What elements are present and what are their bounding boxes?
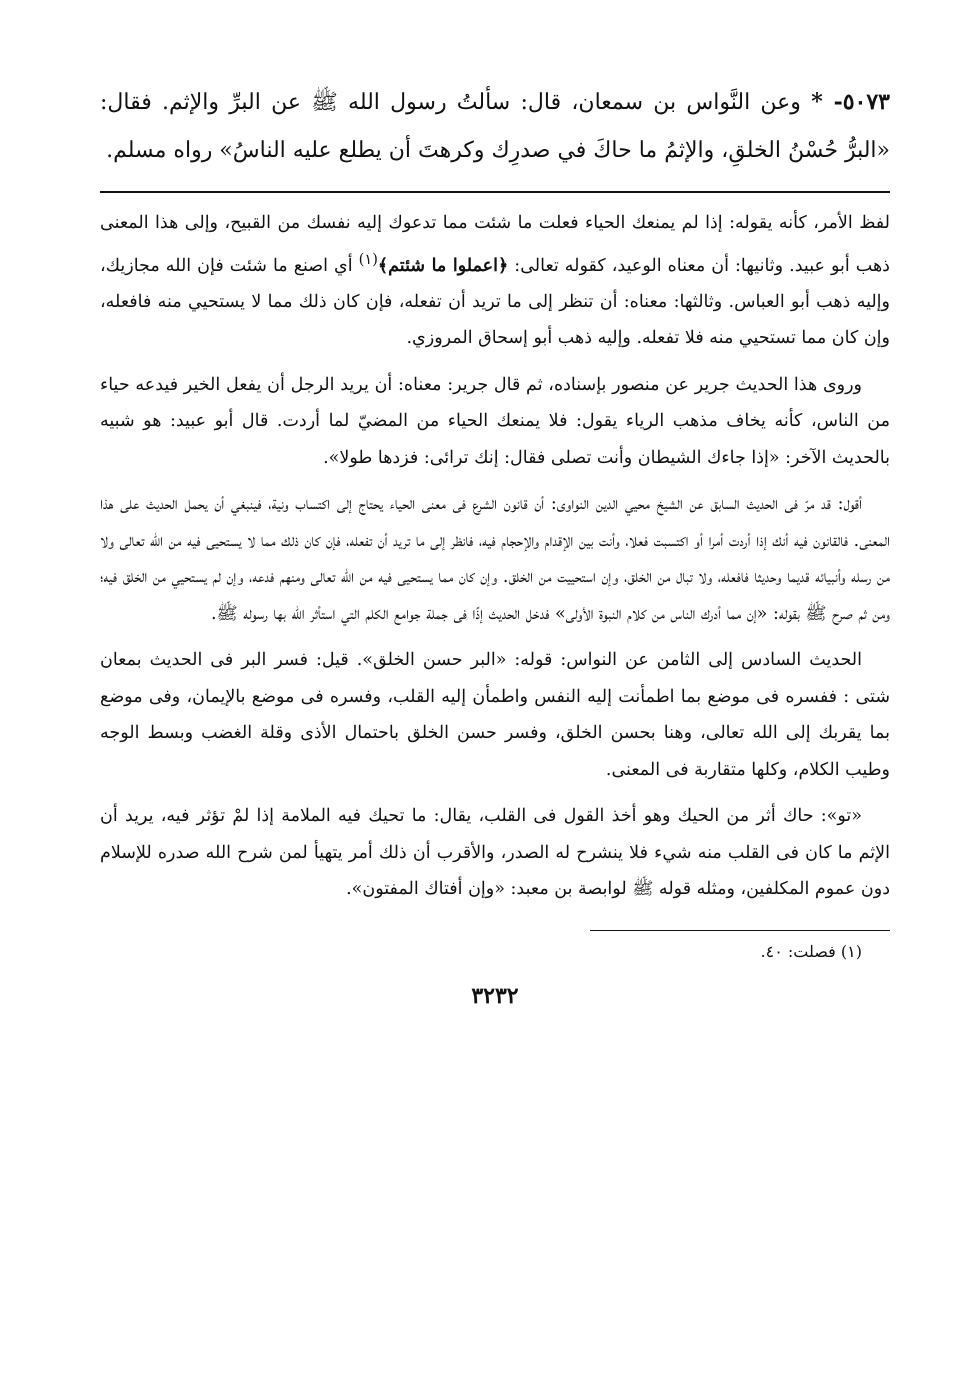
hadith-body: وعن النَّواس بن سمعان، قال: سألتُ رسول الله ﷺ عن البرِّ والإثم. فقال: «البرُّ حُسْنُ الخلقِ، والإثمُ ما حاكَ في صدرِك وكرهتَ أن يطلع عليه الناسُ» رواه مسلم. xyxy=(100,90,890,163)
main-divider xyxy=(100,191,890,193)
commentary-paragraph-4: الحديث السادس إلى الثامن عن النواس: قوله: «البر حسن الخلق». قيل: فسر البر فى الحديث بمعان شتى : ففسره فى موضع بما اطمأنت إليه النفس واطمأن إليه القلب، وفسره فى موضع بالإيمان، وفى موضع بما يقربك إلى الله تعالى، وهنا بحسن الخلق، وفسر حسن الخلق باحتمال الأذى وقلة الغضب وبسط الوجه وطيب الكلام، وكلها متقاربة فى المعنى. xyxy=(100,650,890,780)
footnote: (١) فصلت: ٤٠. xyxy=(760,941,862,961)
commentary-paragraph-3: أقول: قد مرّ فى الحديث السابق عن الشيخ محيي الدين النواوى: أن قانون الشرع فى معنى الحياء يحتاج إلى اكتساب ونية، فينبغي أن يحمل الحديث على هذا المعنى. فالقانون فيه أنك إذا أردت أمرا أو اكتسبت فعلا، وأنت بين الإقدام والإحجام فيه، فانظر إلى ما تريد أن تفعله، فإن كان ذلك مما لا يستحيى فيه من الله تعالى ولا من رسله وأنبيائه قديما وحديثا فافعله، ولا تبال من الخلق، وإن استحييت من الخلق. وإن كان مما يستحيى فيه من الله تعالى ومنهم فدعه، وإن لم يستحيي من الخلق فيه؛ ومن ثم صرح ﷺ بقوله: «إن مما أدرك الناس من كلام النبوة الأولى» فدخل الحديث إذًا فى جملة جوامع الكلم التي استأثر الله بها رسوله ﷺ. xyxy=(100,494,890,624)
commentary-paragraph-5: «تو»: حاك أثر من الحيك وهو أخذ القول فى القلب، يقال: ما تحيك فيه الملامة إذا لمْ تؤثر فيه، يريد أن الإثم ما كان فى القلب منه شيء فلا ينشرح له الصدر، والأقرب أن ذلك أمر يتهيأ لمن شرح الله صدره للإسلام دون عموم المكلفين، ومثله قوله ﷺ لوابصة بن معبد: «وإن أفتاك المفتون». xyxy=(100,806,890,900)
commentary-paragraph-2: وروى هذا الحديث جرير عن منصور بإسناده، ثم قال جرير: معناه: أن يريد الرجل أن يفعل الخير فيدعه حياء من الناس، كأنه يخاف مذهب الرياء يقول: فلا يمنعك الحياء من المضيّ لما أردت. قال أبو عبيد: هو شبيه بالحديث الآخر: «إذا جاءك الشيطان وأنت تصلى فقال: إنك ترائى: فزدها طولا». xyxy=(100,374,890,468)
commentary-paragraph-1 xyxy=(100,205,890,357)
commentary-p1-part-b: أي اصنع ما شئت فإن الله مجازيك، وإليه ذهب أبو العباس. وثالثها: معناه: أن تنظر إلى ما تريد أن تفعله، فإن كان ذلك مما لا يستحيي منه فافعله، وإن كان مما تستحيي منه فلا تفعله. وإليه ذهب أبو إسحاق المروزي. xyxy=(100,255,890,349)
commentary-p1-part-a: لفظ الأمر، كأنه يقوله: إذا لم يمنعك الحياء فعلت ما شئت مما تدعوك إليه نفسك من القبيح، وإلى هذا المعنى ذهب أبو عبيد. وثانيها: أن معناه الوعيد، كقوله تعالى: xyxy=(100,213,890,276)
page-number: ٣٢٣٢ xyxy=(471,982,519,1009)
hadith-number: ٥٠٧٣- * xyxy=(811,89,890,115)
quran-quote: ﴿اعملوا ما شئتم﴾ xyxy=(377,255,509,276)
footnote-divider xyxy=(590,930,890,931)
page-body xyxy=(100,78,890,1009)
footnote-ref: (١) xyxy=(358,250,378,268)
hadith-text xyxy=(100,78,890,175)
